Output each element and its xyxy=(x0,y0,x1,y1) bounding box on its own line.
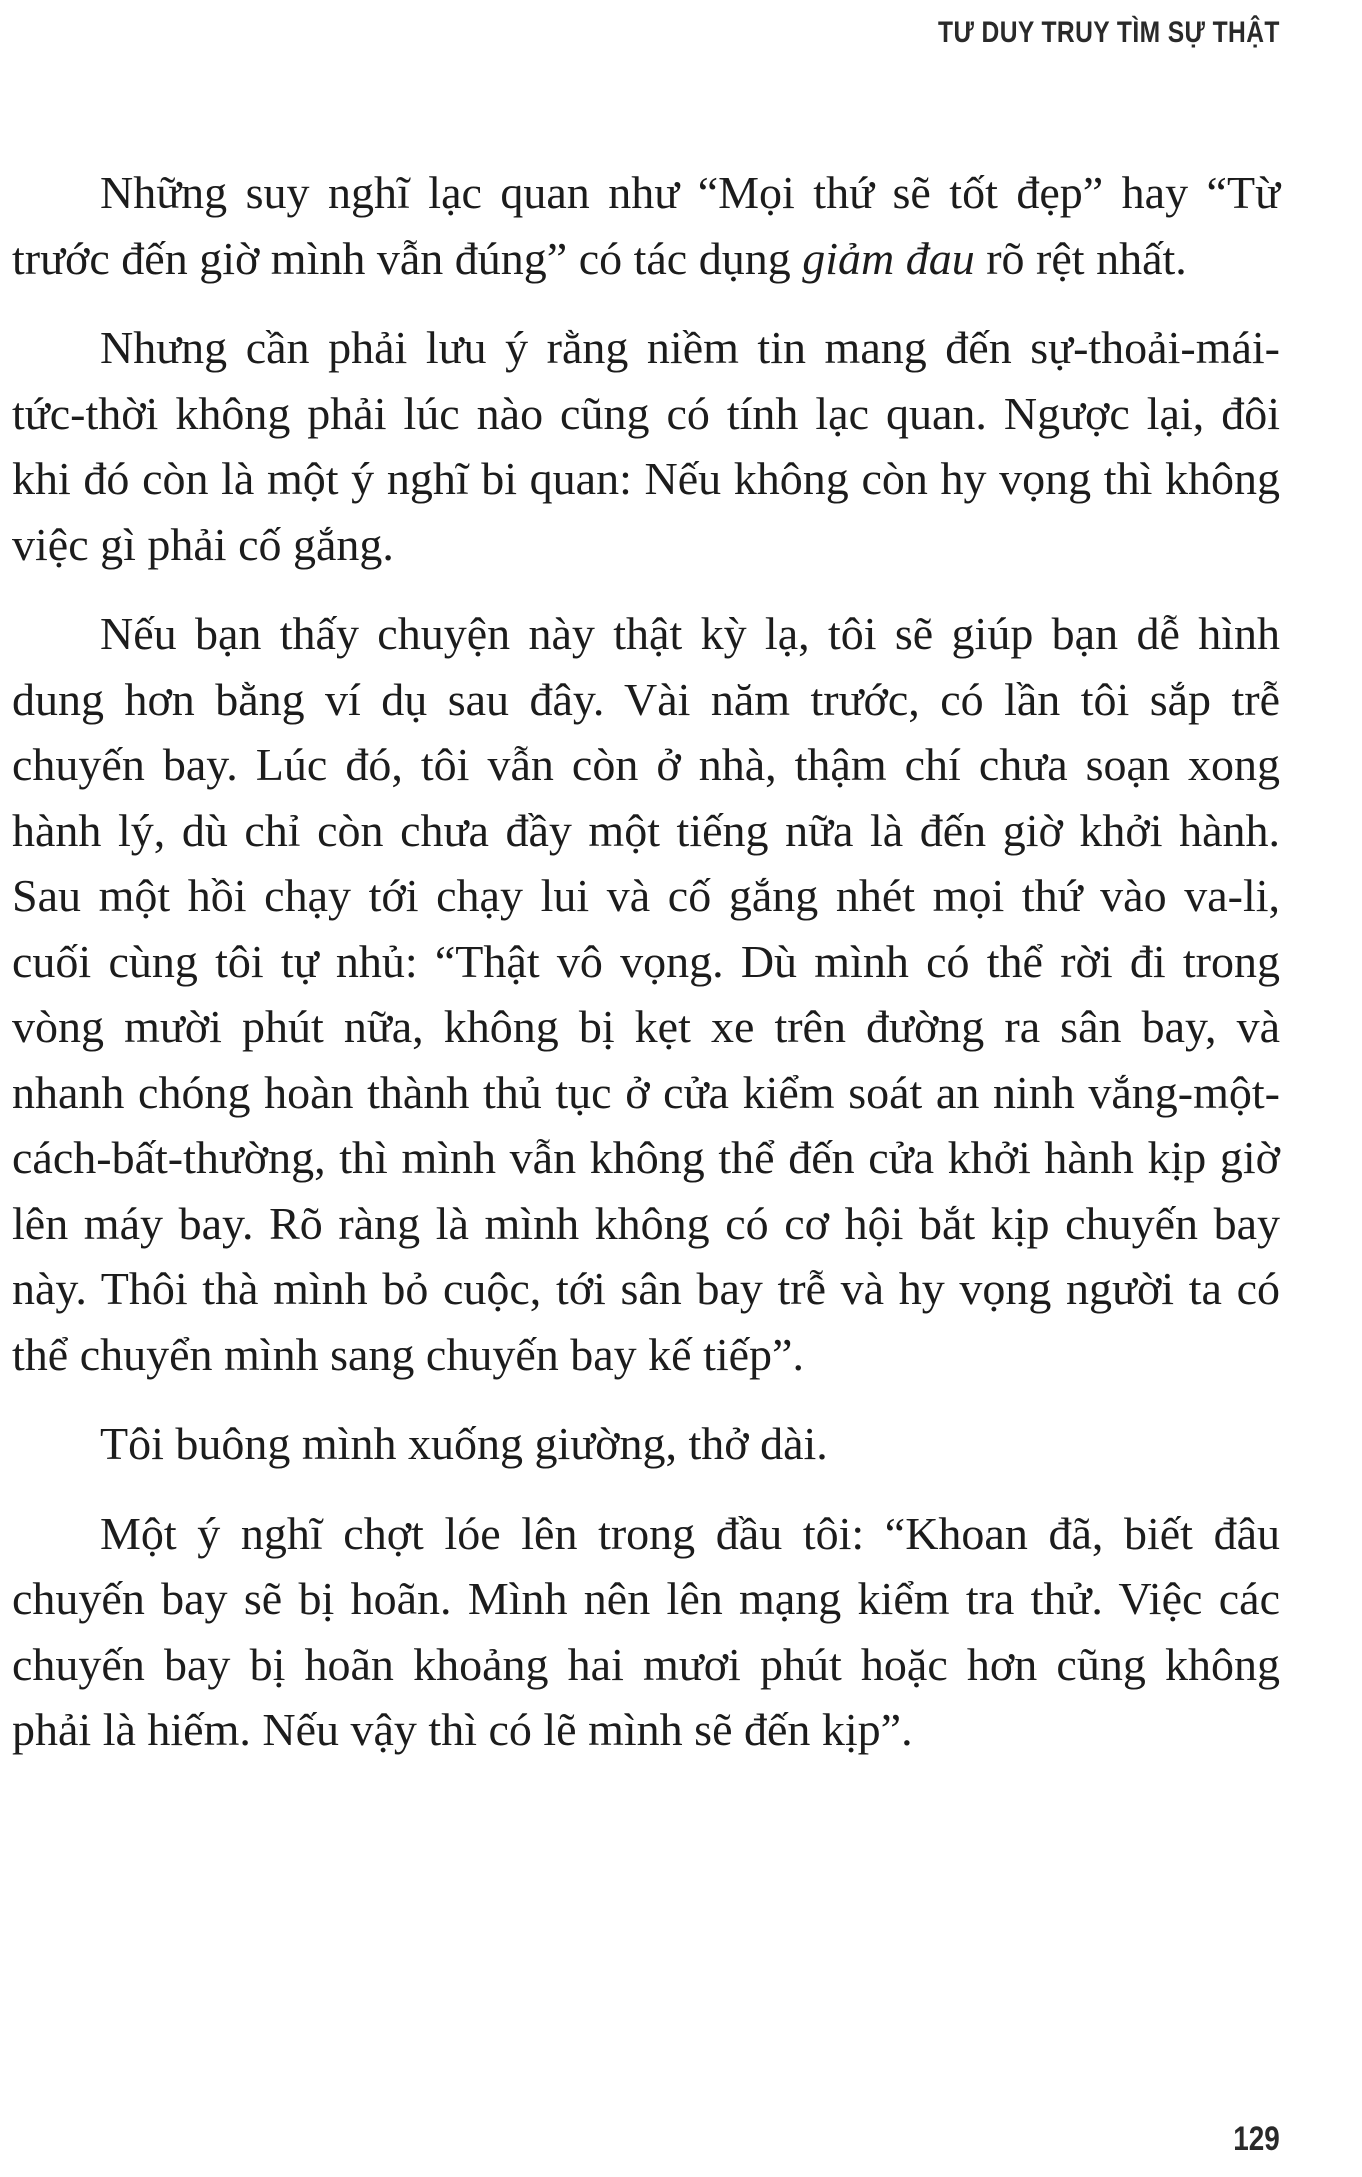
running-head: TƯ DUY TRUY TÌM SỰ THẬT xyxy=(938,16,1280,49)
body-text xyxy=(12,160,1280,1763)
emphasis-text: giảm đau xyxy=(802,232,975,284)
paragraph: Tôi buông mình xuống giường, thở dài. xyxy=(100,1418,828,1469)
page-number: 129 xyxy=(1233,2120,1280,2158)
paragraph: Nhưng cần phải lưu ý rằng niềm tin mang đến sự-thoải-mái-tức-thời không phải lúc nào cũng có tính lạc quan. Ngược lại, đôi khi đó còn là một ý nghĩ bi quan: Nếu không còn hy vọng thì không việc gì phải cố gắng. xyxy=(12,322,1280,570)
paragraph xyxy=(12,160,1280,291)
paragraph-text: Những suy nghĩ lạc quan như “Mọi thứ sẽ tốt đẹp” hay “Từ trước đến giờ mình vẫn đúng” có tác dụng xyxy=(12,167,1280,284)
paragraph: Nếu bạn thấy chuyện này thật kỳ lạ, tôi sẽ giúp bạn dễ hình dung hơn bằng ví dụ sau đây. Vài năm trước, có lần tôi sắp trễ chuyến bay. Lúc đó, tôi vẫn còn ở nhà, thậm chí chưa soạn xong hành lý, dù chỉ còn chưa đầy một tiếng nữa là đến giờ khởi hành. Sau một hồi chạy tới chạy lui và cố gắng nhét mọi thứ vào va-li, cuối cùng tôi tự nhủ: “Thật vô vọng. Dù mình có thể rời đi trong vòng mười phút nữa, không bị kẹt xe trên đường ra sân bay, và nhanh chóng hoàn thành thủ tục ở cửa kiểm soát an ninh vắng-một-cách-bất-thường, thì mình vẫn không thể đến cửa khởi hành kịp giờ lên máy bay. Rõ ràng là mình không có cơ hội bắt kịp chuyến bay này. Thôi thà mình bỏ cuộc, tới sân bay trễ và hy vọng người ta có thể chuyển mình sang chuyến bay kế tiếp”. xyxy=(12,608,1280,1380)
paragraph-text: rõ rệt nhất. xyxy=(974,232,1187,284)
paragraph: Một ý nghĩ chợt lóe lên trong đầu tôi: “Khoan đã, biết đâu chuyến bay sẽ bị hoãn. Mình nên lên mạng kiểm tra thử. Việc các chuyến bay bị hoãn khoảng hai mươi phút hoặc hơn cũng không phải là hiếm. Nếu vậy thì có lẽ mình sẽ đến kịp”. xyxy=(12,1507,1280,1755)
